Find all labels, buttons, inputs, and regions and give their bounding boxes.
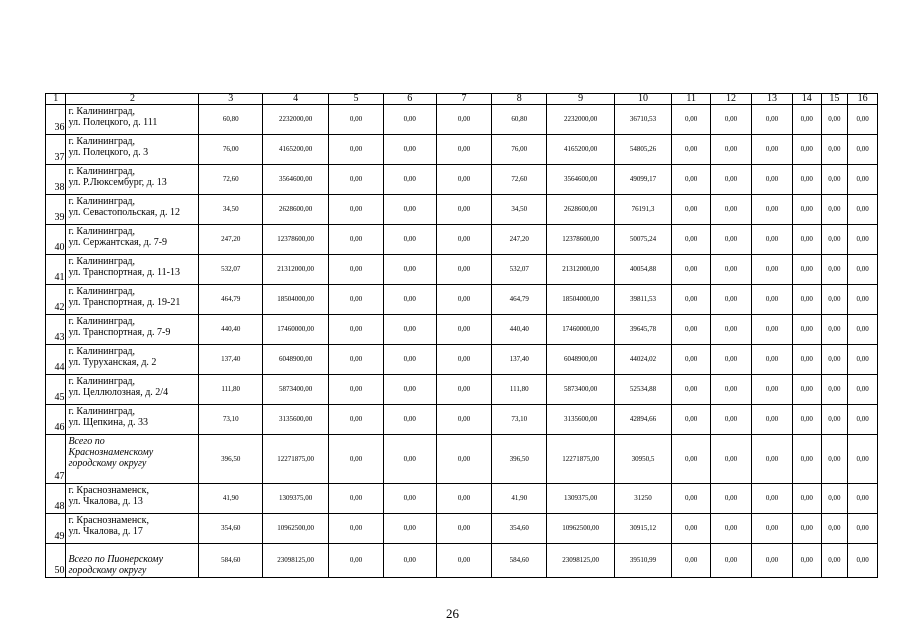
value-cell: 30915,12 [614,514,671,544]
value-cell: 0,00 [792,484,821,514]
value-cell: 0,00 [792,195,821,225]
value-cell: 0,00 [848,105,878,135]
column-header: 12 [711,94,752,105]
value-cell: 0,00 [792,375,821,405]
value-cell: 0,00 [383,435,436,484]
value-cell: 0,00 [752,315,793,345]
value-cell: 0,00 [792,255,821,285]
value-cell: 0,00 [329,375,383,405]
address-cell: г. Калининград, ул. Полецкого, д. 3 [66,135,199,165]
value-cell: 0,00 [848,225,878,255]
data-table [45,93,878,578]
value-cell: 30950,5 [614,435,671,484]
value-cell: 10962500,00 [547,514,615,544]
value-cell: 0,00 [672,435,711,484]
value-cell: 0,00 [792,225,821,255]
value-cell: 2628600,00 [262,195,329,225]
row-number: 37 [46,135,66,165]
value-cell: 0,00 [672,405,711,435]
value-cell: 0,00 [436,345,491,375]
table-row [46,405,878,435]
value-cell: 31250 [614,484,671,514]
value-cell: 0,00 [752,544,793,578]
value-cell: 0,00 [711,375,752,405]
value-cell: 0,00 [792,165,821,195]
column-header: 7 [436,94,491,105]
value-cell: 0,00 [329,514,383,544]
value-cell: 440,40 [199,315,262,345]
value-cell: 76,00 [492,135,547,165]
value-cell: 0,00 [329,105,383,135]
value-cell: 0,00 [752,285,793,315]
value-cell: 36710,53 [614,105,671,135]
value-cell: 0,00 [752,405,793,435]
value-cell: 0,00 [752,195,793,225]
value-cell: 54805,26 [614,135,671,165]
value-cell: 60,80 [492,105,547,135]
value-cell: 0,00 [436,195,491,225]
table-body [46,94,878,578]
value-cell: 0,00 [436,225,491,255]
value-cell: 0,00 [711,544,752,578]
value-cell: 0,00 [672,225,711,255]
value-cell: 0,00 [711,435,752,484]
value-cell: 0,00 [436,484,491,514]
value-cell: 0,00 [436,165,491,195]
table-row [46,135,878,165]
value-cell: 0,00 [383,544,436,578]
value-cell: 0,00 [436,375,491,405]
row-number: 40 [46,225,66,255]
value-cell: 0,00 [383,105,436,135]
value-cell: 2232000,00 [547,105,615,135]
address-cell: Всего по Краснознаменскому городскому округу [66,435,199,484]
value-cell: 0,00 [821,484,848,514]
value-cell: 0,00 [821,255,848,285]
value-cell: 0,00 [711,195,752,225]
value-cell: 0,00 [752,514,793,544]
value-cell: 0,00 [383,484,436,514]
address-cell: г. Калининград, ул. Сержантская, д. 7-9 [66,225,199,255]
value-cell: 0,00 [436,435,491,484]
value-cell: 21312000,00 [547,255,615,285]
table-row [46,165,878,195]
value-cell: 4165200,00 [262,135,329,165]
value-cell: 0,00 [383,165,436,195]
value-cell: 5873400,00 [547,375,615,405]
column-header: 5 [329,94,383,105]
row-number: 41 [46,255,66,285]
address-cell: г. Краснознаменск, ул. Чкалова, д. 13 [66,484,199,514]
table-row [46,225,878,255]
value-cell: 0,00 [792,105,821,135]
value-cell: 0,00 [792,514,821,544]
row-number: 46 [46,405,66,435]
value-cell: 0,00 [792,285,821,315]
value-cell: 6048900,00 [547,345,615,375]
address-cell: г. Калининград, ул. Полецкого, д. 111 [66,105,199,135]
column-header: 3 [199,94,262,105]
table-row [46,345,878,375]
value-cell: 0,00 [436,285,491,315]
value-cell: 0,00 [711,315,752,345]
value-cell: 73,10 [199,405,262,435]
value-cell: 10962500,00 [262,514,329,544]
table-row [46,285,878,315]
value-cell: 0,00 [821,285,848,315]
value-cell: 0,00 [821,105,848,135]
column-header: 2 [66,94,199,105]
value-cell: 0,00 [848,435,878,484]
column-header: 11 [672,94,711,105]
value-cell: 0,00 [672,375,711,405]
column-header: 6 [383,94,436,105]
value-cell: 6048900,00 [262,345,329,375]
value-cell: 0,00 [792,435,821,484]
value-cell: 0,00 [821,544,848,578]
value-cell: 5873400,00 [262,375,329,405]
value-cell: 0,00 [792,315,821,345]
value-cell: 0,00 [711,345,752,375]
value-cell: 0,00 [711,135,752,165]
value-cell: 0,00 [436,105,491,135]
value-cell: 17460000,00 [262,315,329,345]
value-cell: 584,60 [492,544,547,578]
value-cell: 0,00 [436,315,491,345]
value-cell: 41,90 [492,484,547,514]
value-cell: 0,00 [329,255,383,285]
value-cell: 76191,3 [614,195,671,225]
table-row [46,544,878,578]
value-cell: 0,00 [792,405,821,435]
value-cell: 39811,53 [614,285,671,315]
value-cell: 0,00 [672,255,711,285]
column-header: 1 [46,94,66,105]
value-cell: 0,00 [792,135,821,165]
table-row [46,105,878,135]
value-cell: 0,00 [821,405,848,435]
value-cell: 49099,17 [614,165,671,195]
value-cell: 0,00 [848,405,878,435]
value-cell: 0,00 [752,375,793,405]
value-cell: 1309375,00 [547,484,615,514]
column-header: 9 [547,94,615,105]
value-cell: 0,00 [672,544,711,578]
value-cell: 0,00 [711,514,752,544]
value-cell: 0,00 [752,484,793,514]
value-cell: 0,00 [711,105,752,135]
value-cell: 39510,99 [614,544,671,578]
table-row [46,375,878,405]
value-cell: 0,00 [711,165,752,195]
value-cell: 0,00 [848,165,878,195]
row-number: 45 [46,375,66,405]
value-cell: 0,00 [329,225,383,255]
value-cell: 40054,88 [614,255,671,285]
value-cell: 0,00 [752,345,793,375]
value-cell: 0,00 [436,405,491,435]
row-number: 47 [46,435,66,484]
column-header: 16 [848,94,878,105]
value-cell: 0,00 [848,484,878,514]
value-cell: 50075,24 [614,225,671,255]
value-cell: 0,00 [383,135,436,165]
value-cell: 0,00 [792,345,821,375]
value-cell: 0,00 [672,285,711,315]
value-cell: 0,00 [436,255,491,285]
value-cell: 76,00 [199,135,262,165]
value-cell: 39645,78 [614,315,671,345]
value-cell: 42894,66 [614,405,671,435]
value-cell: 440,40 [492,315,547,345]
value-cell: 0,00 [383,514,436,544]
value-cell: 0,00 [792,544,821,578]
value-cell: 0,00 [329,165,383,195]
value-cell: 0,00 [383,405,436,435]
value-cell: 23098125,00 [262,544,329,578]
value-cell: 0,00 [848,285,878,315]
value-cell: 0,00 [436,544,491,578]
value-cell: 3564600,00 [547,165,615,195]
value-cell: 0,00 [848,345,878,375]
value-cell: 34,50 [492,195,547,225]
column-header: 8 [492,94,547,105]
value-cell: 0,00 [752,135,793,165]
address-cell: г. Калининград, ул. Туруханская, д. 2 [66,345,199,375]
column-header: 14 [792,94,821,105]
value-cell: 0,00 [752,225,793,255]
value-cell: 0,00 [672,514,711,544]
value-cell: 354,60 [199,514,262,544]
value-cell: 0,00 [848,195,878,225]
value-cell: 52534,88 [614,375,671,405]
value-cell: 396,50 [199,435,262,484]
value-cell: 0,00 [672,484,711,514]
value-cell: 0,00 [711,255,752,285]
value-cell: 0,00 [329,484,383,514]
value-cell: 0,00 [329,285,383,315]
row-number: 49 [46,514,66,544]
value-cell: 0,00 [329,405,383,435]
value-cell: 0,00 [752,105,793,135]
value-cell: 12378600,00 [547,225,615,255]
value-cell: 0,00 [711,405,752,435]
value-cell: 72,60 [492,165,547,195]
value-cell: 3135600,00 [262,405,329,435]
value-cell: 0,00 [436,135,491,165]
table-row [46,484,878,514]
value-cell: 0,00 [672,195,711,225]
column-header: 13 [752,94,793,105]
value-cell: 0,00 [672,165,711,195]
address-cell: г. Калининград, ул. Целлюлозная, д. 2/4 [66,375,199,405]
table-row [46,514,878,544]
value-cell: 111,80 [199,375,262,405]
value-cell: 0,00 [848,514,878,544]
value-cell: 2232000,00 [262,105,329,135]
value-cell: 0,00 [821,225,848,255]
value-cell: 0,00 [848,544,878,578]
value-cell: 0,00 [821,514,848,544]
value-cell: 17460000,00 [547,315,615,345]
column-header: 15 [821,94,848,105]
value-cell: 396,50 [492,435,547,484]
value-cell: 0,00 [383,195,436,225]
row-number: 50 [46,544,66,578]
value-cell: 532,07 [492,255,547,285]
value-cell: 247,20 [199,225,262,255]
address-cell: г. Краснознаменск, ул. Чкалова, д. 17 [66,514,199,544]
address-cell: г. Калининград, ул. Транспортная, д. 19-21 [66,285,199,315]
address-cell: г. Калининград, ул. Транспортная, д. 7-9 [66,315,199,345]
value-cell: 0,00 [821,345,848,375]
table-row [46,315,878,345]
value-cell: 137,40 [199,345,262,375]
value-cell: 0,00 [383,225,436,255]
value-cell: 4165200,00 [547,135,615,165]
row-number: 38 [46,165,66,195]
value-cell: 0,00 [821,195,848,225]
row-number: 43 [46,315,66,345]
value-cell: 12271875,00 [262,435,329,484]
value-cell: 0,00 [383,315,436,345]
value-cell: 464,79 [492,285,547,315]
value-cell: 1309375,00 [262,484,329,514]
value-cell: 0,00 [821,135,848,165]
row-number: 44 [46,345,66,375]
value-cell: 0,00 [329,544,383,578]
value-cell: 0,00 [711,225,752,255]
value-cell: 2628600,00 [547,195,615,225]
value-cell: 464,79 [199,285,262,315]
value-cell: 0,00 [383,255,436,285]
value-cell: 0,00 [672,105,711,135]
table-row [46,195,878,225]
row-number: 48 [46,484,66,514]
value-cell: 41,90 [199,484,262,514]
value-cell: 0,00 [848,255,878,285]
row-number: 42 [46,285,66,315]
column-number-row [46,94,878,105]
table-row [46,255,878,285]
address-cell: г. Калининград, ул. Щепкина, д. 33 [66,405,199,435]
address-cell: г. Калининград, ул. Севастопольская, д. 12 [66,195,199,225]
value-cell: 18504000,00 [262,285,329,315]
address-cell: г. Калининград, ул. Транспортная, д. 11-13 [66,255,199,285]
value-cell: 0,00 [848,315,878,345]
value-cell: 60,80 [199,105,262,135]
value-cell: 0,00 [821,165,848,195]
value-cell: 0,00 [436,514,491,544]
value-cell: 0,00 [329,435,383,484]
value-cell: 0,00 [752,165,793,195]
value-cell: 72,60 [199,165,262,195]
address-cell: Всего по Пионерскому городскому округу [66,544,199,578]
value-cell: 0,00 [383,375,436,405]
value-cell: 0,00 [821,435,848,484]
value-cell: 0,00 [821,315,848,345]
value-cell: 0,00 [848,375,878,405]
value-cell: 0,00 [848,135,878,165]
column-header: 4 [262,94,329,105]
value-cell: 0,00 [329,135,383,165]
value-cell: 0,00 [383,285,436,315]
value-cell: 0,00 [672,135,711,165]
value-cell: 0,00 [672,345,711,375]
value-cell: 0,00 [329,195,383,225]
value-cell: 584,60 [199,544,262,578]
value-cell: 44024,02 [614,345,671,375]
value-cell: 0,00 [672,315,711,345]
value-cell: 0,00 [821,375,848,405]
value-cell: 354,60 [492,514,547,544]
table-row [46,435,878,484]
value-cell: 18504000,00 [547,285,615,315]
page-number: 26 [446,606,459,621]
value-cell: 34,50 [199,195,262,225]
value-cell: 0,00 [711,285,752,315]
value-cell: 0,00 [752,255,793,285]
value-cell: 0,00 [752,435,793,484]
value-cell: 0,00 [329,315,383,345]
value-cell: 0,00 [711,484,752,514]
value-cell: 137,40 [492,345,547,375]
value-cell: 3564600,00 [262,165,329,195]
value-cell: 73,10 [492,405,547,435]
value-cell: 0,00 [329,345,383,375]
value-cell: 12271875,00 [547,435,615,484]
value-cell: 0,00 [383,345,436,375]
column-header: 10 [614,94,671,105]
value-cell: 12378600,00 [262,225,329,255]
value-cell: 21312000,00 [262,255,329,285]
value-cell: 111,80 [492,375,547,405]
address-cell: г. Калининград, ул. Р.Люксембург, д. 13 [66,165,199,195]
row-number: 36 [46,105,66,135]
row-number: 39 [46,195,66,225]
value-cell: 532,07 [199,255,262,285]
value-cell: 23098125,00 [547,544,615,578]
value-cell: 247,20 [492,225,547,255]
value-cell: 3135600,00 [547,405,615,435]
